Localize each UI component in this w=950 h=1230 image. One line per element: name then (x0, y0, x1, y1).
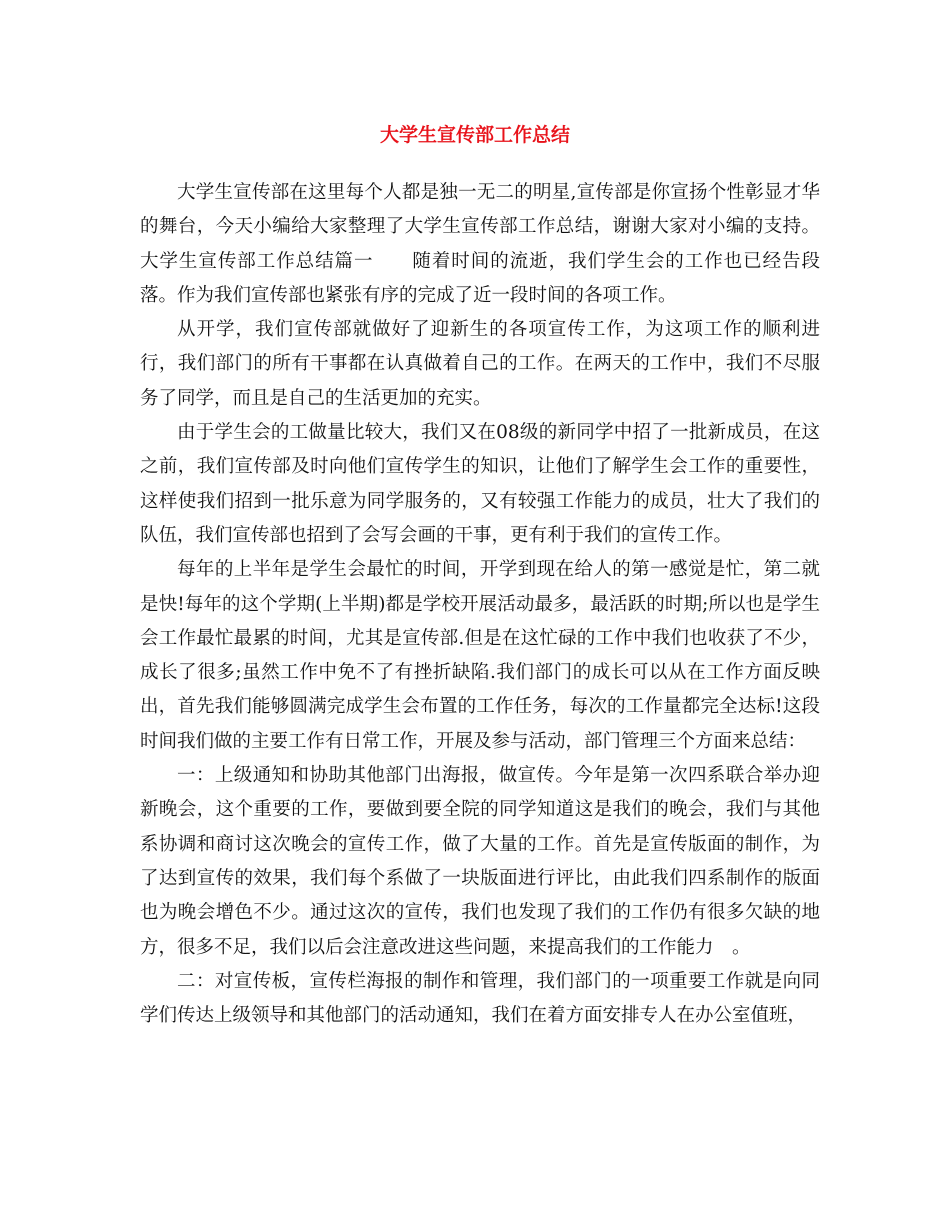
paragraph-new-members: 由于学生会的工做量比较大，我们又在08级的新同学中招了一批新成员，在这之前，我们宣传部及时向他们宣传学生的知识，让他们了解学生会工作的重要性，这样使我们招到一批乐意为同学服务的，又有较强工作能力的成员，壮大了我们的队伍，我们宣传部也招到了会写会画的干事，更有利于我们的宣传工作。 (140, 422, 820, 546)
paragraph-semester-summary: 每年的上半年是学生会最忙的时间，开学到现在给人的第一感觉是忙，第二就是快!每年的这个学期(上半期)都是学校开展活动最多，最活跃的时期;所以也是学生会工作最忙最累的时间，尤其是宣传部.但是在这忙碌的工作中我们也收获了不少，成长了很多;虽然工作中免不了有挫折缺陷.我们部门的成长可以从在工作方面反映出，首先我们能够圆满完成学生会布置的工作任务，每次的工作量都完全达标!这段时间我们做的主要工作有日常工作，开展及参与活动，部门管理三个方面来总结： (140, 559, 820, 752)
paragraph-freshman-publicity: 从开学，我们宣传部就做好了迎新生的各项宣传工作，为这项工作的顺利进行，我们部门的所有干事都在认真做着自己的工作。在两天的工作中，我们不尽服务了同学，而且是自己的生活更加的充实。 (140, 319, 820, 409)
paragraph-intro: 大学生宣传部在这里每个人都是独一无二的明星,宣传部是你宣扬个性彰显才华的舞台，今天小编给大家整理了大学生宣传部工作总结，谢谢大家对小编的支持。大学生宣传部工作总结篇一 随着时间的流逝，我们学生会的工作也已经告段落。作为我们宣传部也紧张有序的完成了近一段时间的各项工作。 (140, 182, 820, 306)
paragraph-item-one: 一：上级通知和协助其他部门出海报，做宣传。今年是第一次四系联合举办迎新晚会，这个重要的工作，要做到要全院的同学知道这是我们的晚会，我们与其他系协调和商讨这次晚会的宣传工作，做了大量的工作。首先是宣传版面的制作，为了达到宣传的效果，我们每个系做了一块版面进行评比，由此我们四系制作的版面也为晚会增色不少。通过这次的宣传，我们也发现了我们的工作仍有很多欠缺的地方，很多不足，我们以后会注意改进这些问题，来提高我们的工作能力 。 (140, 765, 820, 958)
document-title: 大学生宣传部工作总结 (379, 124, 570, 146)
document-body (140, 176, 820, 1033)
paragraph-item-two: 二：对宣传板，宣传栏海报的制作和管理，我们部门的一项重要工作就是向同学们传达上级领导和其他部门的活动通知，我们在着方面安排专人在办公室值班， (140, 970, 820, 1027)
